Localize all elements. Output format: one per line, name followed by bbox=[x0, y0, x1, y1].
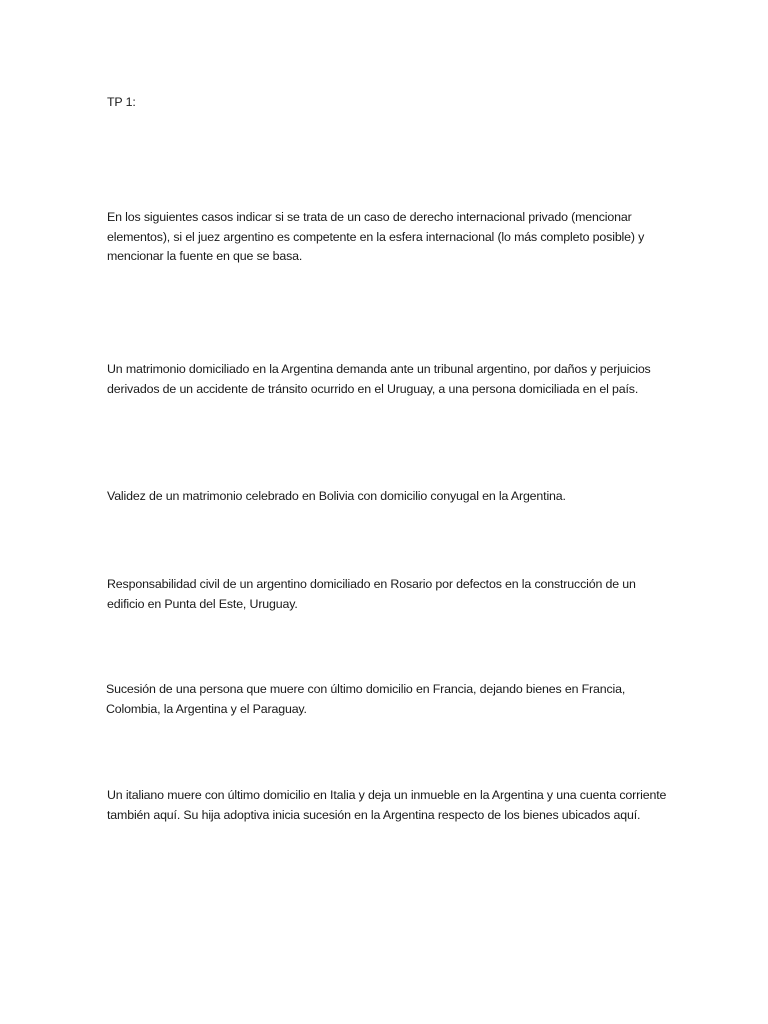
case-paragraph-3: Responsabilidad civil de un argentino domiciliado en Rosario por defectos en la construcción de un edificio en Punta del Este, Uruguay. bbox=[107, 577, 636, 611]
document-title: TP 1: bbox=[107, 95, 136, 109]
case-paragraph-1: Un matrimonio domiciliado en la Argentina demanda ante un tribunal argentino, por daños y perjuicios derivados de un accidente de tránsito ocurrido en el Uruguay, a una persona domiciliada en el país. bbox=[107, 362, 651, 396]
instructions-paragraph: En los siguientes casos indicar si se trata de un caso de derecho internacional privado (mencionar elementos), si el juez argentino es competente en la esfera internacional (lo más completo posible) y mencionar la fuente en que se basa. bbox=[107, 210, 645, 263]
case-paragraph-5: Un italiano muere con último domicilio en Italia y deja un inmueble en la Argentina y una cuenta corriente también aquí. Su hija adoptiva inicia sucesión en la Argentina respecto de los bienes ubicados aquí. bbox=[107, 788, 667, 822]
case-paragraph-4: Sucesión de una persona que muere con último domicilio en Francia, dejando bienes en Francia, Colombia, la Argentina y el Paraguay. bbox=[106, 682, 626, 716]
case-paragraph-2: Validez de un matrimonio celebrado en Bolivia con domicilio conyugal en la Argentina. bbox=[107, 489, 566, 503]
